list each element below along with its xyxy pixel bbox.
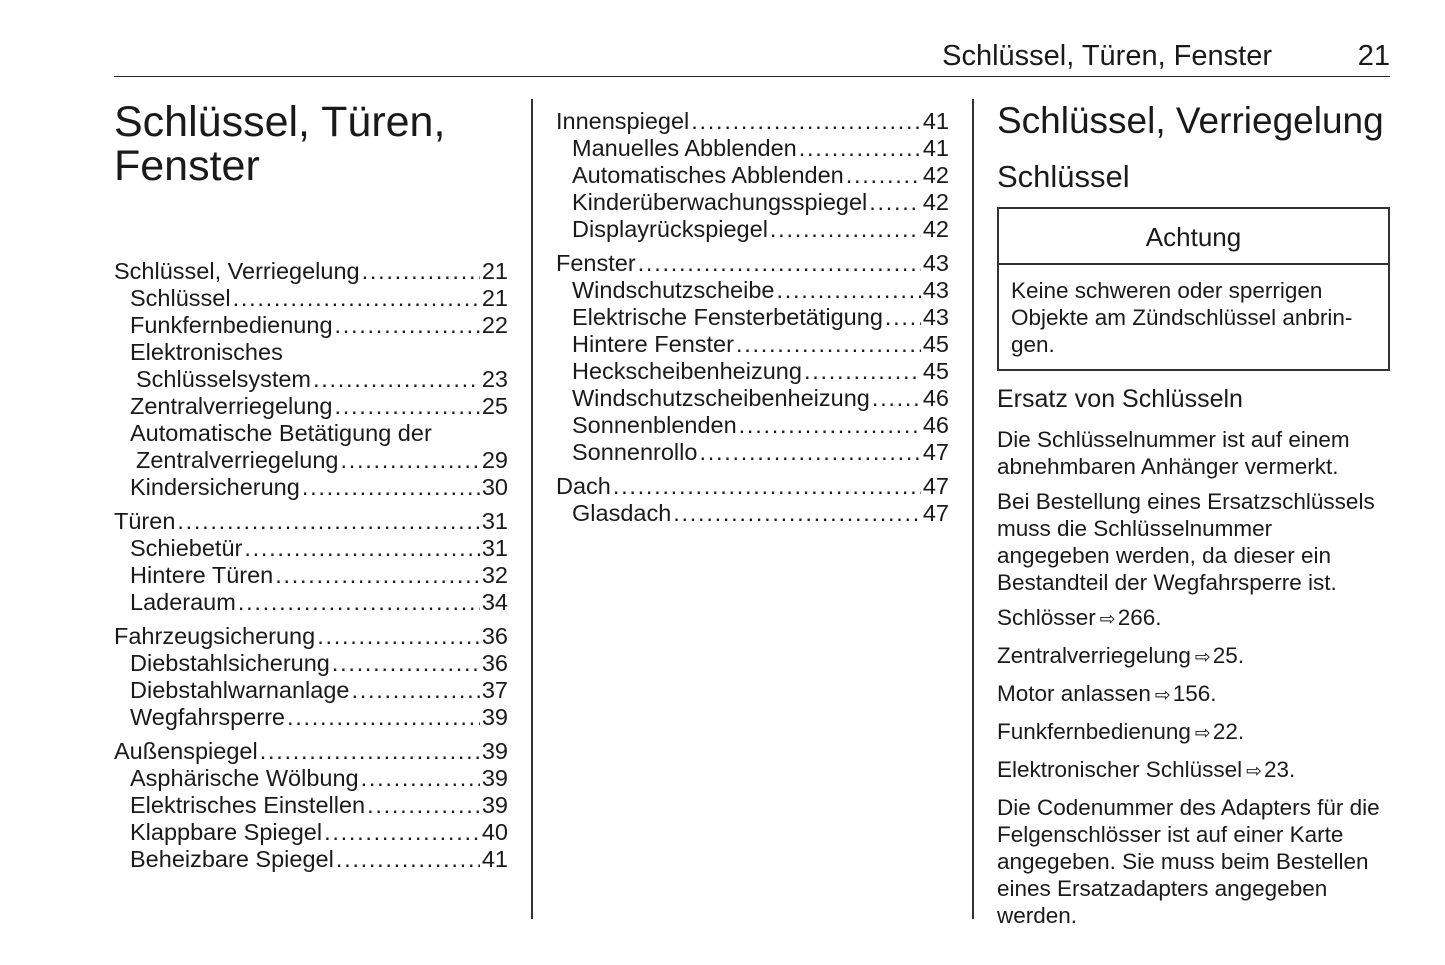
toc-entry[interactable] [114, 738, 508, 765]
dot-leader [287, 704, 480, 731]
toc-entry-label: Elektrisches Einstellen [130, 792, 366, 818]
cross-reference[interactable] [997, 718, 1390, 747]
cross-reference[interactable] [997, 680, 1390, 709]
toc-entry[interactable] [114, 819, 508, 846]
toc-entry-label: Wegfahrsperre [130, 704, 285, 730]
toc-entry[interactable] [114, 765, 508, 792]
arrow-right-icon: ⇨ [1194, 647, 1211, 668]
toc-entry-label: Beheizbare Spiegel [130, 846, 334, 872]
toc-entry-page: 21 [481, 285, 508, 311]
toc-entry-page: 46 [922, 385, 949, 411]
page-header [114, 38, 1390, 77]
dot-leader [699, 439, 920, 466]
toc-entry-page: 36 [481, 623, 508, 649]
toc-entry-label: Kindersicherung [130, 474, 300, 500]
dot-leader [334, 393, 479, 420]
dot-leader [613, 473, 921, 500]
toc-entry-label: Kinderüberwachungsspiegel [572, 189, 868, 215]
toc-entry-label: Glasdach [572, 500, 672, 526]
toc-entry-page: 43 [922, 277, 949, 303]
toc-entry-label: Automatisches Abblenden [572, 162, 844, 188]
toc-entry-label: Hintere Türen [130, 562, 274, 588]
toc-entry-page: 23 [481, 366, 508, 392]
toc-entry-page: 47 [922, 500, 949, 526]
toc-entry-page: 30 [481, 474, 508, 500]
toc-entry-page: 47 [922, 439, 949, 465]
toc-entry-label: Schlüssel, Verriegelung [114, 258, 360, 284]
toc-entry[interactable] [114, 792, 508, 819]
column-divider [972, 99, 974, 919]
dot-leader [332, 650, 480, 677]
toc-entry-page: 41 [922, 135, 949, 161]
toc-entry[interactable] [114, 420, 508, 447]
warning-text: Keine schweren oder sperrigen Objekte am Zündschlüssel anbringen. [1011, 278, 1353, 357]
reference-text: Funkfernbedienung [997, 719, 1191, 744]
toc-entry[interactable] [556, 216, 949, 243]
paragraph: Bei Bestellung eines Ersatzschlüssels muss die Schlüsselnummer angegeben werden, da dieser ein Bestandteil der Wegfahrsperre ist. [997, 489, 1375, 595]
toc-entry[interactable] [114, 447, 508, 474]
toc-entry-label: Asphärische Wölbung [130, 765, 359, 791]
dot-leader [770, 216, 921, 243]
toc-entry-page: 39 [481, 704, 508, 730]
reference-page: 156. [1172, 681, 1217, 706]
toc-entry[interactable] [114, 508, 508, 535]
arrow-right-icon: ⇨ [1246, 761, 1263, 782]
page-number: 21 [1357, 40, 1390, 72]
dot-leader [804, 358, 921, 385]
dot-leader [233, 285, 480, 312]
toc-entry[interactable] [556, 304, 949, 331]
dot-leader [313, 366, 480, 393]
dot-leader [362, 258, 480, 285]
toc-entry[interactable] [556, 135, 949, 162]
toc-entry-page: 41 [481, 846, 508, 872]
dot-leader [324, 819, 480, 846]
cross-references [997, 604, 1390, 785]
toc-entry-page: 36 [481, 650, 508, 676]
toc-entry-page: 21 [481, 258, 508, 284]
toc-entry-page: 47 [922, 473, 949, 499]
toc-entry-label: Schiebetür [130, 535, 243, 561]
chapter-title: Schlüssel, Türen, Fenster [114, 98, 446, 190]
column-divider [531, 99, 533, 919]
reference-text: Motor anlassen [997, 681, 1151, 706]
toc-entry-page: 39 [481, 765, 508, 791]
paragraph: Die Schlüsselnummer ist auf einem abnehmbaren Anhänger vermerkt. [997, 427, 1350, 479]
arrow-right-icon: ⇨ [1154, 685, 1171, 706]
toc-entry[interactable] [556, 189, 949, 216]
toc-entry-page: 34 [481, 589, 508, 615]
arrow-right-icon: ⇨ [1099, 609, 1116, 630]
toc-entry-label: Elektronisches [130, 339, 283, 365]
dot-leader [776, 277, 920, 304]
dot-leader [351, 677, 479, 704]
content-column [997, 99, 1390, 937]
dot-leader [244, 535, 480, 562]
toc-entry-page: 31 [481, 508, 508, 534]
toc-entry-label: Zentralverriegelung [130, 393, 333, 419]
toc-entry[interactable] [114, 258, 508, 285]
toc-entry[interactable] [114, 677, 508, 704]
toc-entry-label: Hintere Fenster [572, 331, 734, 357]
section-title: Schlüssel, Verriegelung [997, 100, 1384, 141]
toc-entry[interactable] [114, 474, 508, 501]
toc-entry[interactable] [556, 277, 949, 304]
toc-entry-label: Außenspiegel [114, 738, 258, 764]
toc-entry-label: Innenspiegel [556, 108, 690, 134]
toc-entry[interactable] [114, 535, 508, 562]
toc-entry-page: 46 [922, 412, 949, 438]
toc-entry-label: Fenster [556, 250, 636, 276]
toc-entry-page: 25 [481, 393, 508, 419]
toc-entry-page: 22 [481, 312, 508, 338]
toc-entry[interactable] [556, 439, 949, 466]
dot-leader [177, 508, 479, 535]
toc-entry[interactable] [556, 162, 949, 189]
toc-entry-page: 31 [481, 535, 508, 561]
cross-reference[interactable] [997, 756, 1390, 785]
reference-text: Zentralverriegelung [997, 643, 1191, 668]
dot-leader [638, 250, 921, 277]
toc-entry-page: 42 [922, 189, 949, 215]
toc-entry[interactable] [114, 285, 508, 312]
toc-entry-label: Diebstahlsicherung [130, 650, 330, 676]
toc-entry[interactable] [556, 358, 949, 385]
toc-entry-page: 43 [922, 250, 949, 276]
dot-leader [238, 589, 480, 616]
reference-text: Schlösser [997, 605, 1096, 630]
reference-page: 23. [1264, 757, 1296, 782]
toc-entry[interactable] [114, 650, 508, 677]
header-title: Schlüssel, Türen, Fenster [942, 40, 1272, 72]
toc-entry-label: Fahrzeugsicherung [114, 623, 316, 649]
toc-entry-page: 39 [481, 738, 508, 764]
toc-entry-label: Automatische Betätigung der [130, 420, 432, 446]
cross-reference[interactable] [997, 604, 1390, 633]
subheading: Ersatz von Schlüsseln [997, 385, 1243, 413]
toc-entry-label: Heckscheibenheizung [572, 358, 802, 384]
toc-entry-page: 32 [481, 562, 508, 588]
warning-title: Achtung [999, 209, 1388, 265]
toc-entry[interactable] [556, 412, 949, 439]
toc-entry-label: Türen [114, 508, 176, 534]
dot-leader [302, 474, 480, 501]
toc-entry-page: 39 [481, 792, 508, 818]
toc-entry-page: 41 [922, 108, 949, 134]
toc-entry-page: 29 [481, 447, 508, 473]
toc-entry[interactable] [114, 366, 508, 393]
dot-leader [367, 792, 480, 819]
toc-entry-label: Sonnenblenden [572, 412, 737, 438]
dot-leader [799, 135, 921, 162]
toc-entry[interactable] [114, 846, 508, 873]
dot-leader [736, 331, 921, 358]
toc-entry-label: Windschutzscheibenheizung [572, 385, 870, 411]
toc-entry-page: 45 [922, 358, 949, 384]
toc-entry[interactable] [556, 500, 949, 527]
cross-reference[interactable] [997, 642, 1390, 671]
dot-leader [691, 108, 921, 135]
toc-entry-page: 40 [481, 819, 508, 845]
paragraph: Die Codenummer des Adapters für die Felgenschlösser ist auf einer Karte angegeben. Sie muss beim Bestellen eines Ersatzadapters angegeben werden. [997, 795, 1380, 928]
toc-entry-page: 45 [922, 331, 949, 357]
dot-leader [335, 312, 480, 339]
dot-leader [340, 447, 479, 474]
dot-leader [869, 189, 921, 216]
reference-page: 22. [1212, 719, 1245, 744]
dot-leader [885, 304, 921, 331]
toc-entry-label: Laderaum [130, 589, 236, 615]
toc-entry[interactable] [114, 312, 508, 339]
toc-entry[interactable] [114, 704, 508, 731]
toc-entry-label: Klappbare Spiegel [130, 819, 323, 845]
toc-entry[interactable] [114, 562, 508, 589]
toc-entry-page: 42 [922, 216, 949, 242]
toc-entry[interactable] [556, 108, 949, 135]
dot-leader [846, 162, 921, 189]
toc-entry-label: Elektrische Fensterbetätigung [572, 304, 883, 330]
toc-entry-label: Schlüssel [130, 285, 231, 311]
dot-leader [275, 562, 480, 589]
toc-entry-page: 43 [922, 304, 949, 330]
toc-entry-label: Zentralverriegelung [136, 447, 339, 473]
toc-entry-label: Windschutzscheibe [572, 277, 775, 303]
dot-leader [317, 623, 480, 650]
toc-entry[interactable] [556, 331, 949, 358]
warning-box [997, 207, 1390, 371]
reference-page: 25. [1212, 643, 1245, 668]
dot-leader [872, 385, 921, 412]
toc-entry[interactable] [556, 385, 949, 412]
dot-leader [260, 738, 480, 765]
toc-entry-label: Diebstahlwarnanlage [130, 677, 350, 703]
toc-entry-label: Manuelles Abblenden [572, 135, 797, 161]
toc-entry-label: Sonnenrollo [572, 439, 698, 465]
subsection-title: Schlüssel [997, 159, 1130, 194]
reference-text: Elektronischer Schlüssel [997, 757, 1243, 782]
toc-entry-label: Schlüsselsystem [136, 366, 311, 392]
toc-entry-label: Funkfernbedienung [130, 312, 333, 338]
toc-entry-page: 37 [481, 677, 508, 703]
toc-middle-column [556, 108, 949, 527]
dot-leader [673, 500, 921, 527]
toc-entry[interactable] [114, 393, 508, 420]
toc-entry[interactable] [114, 339, 508, 366]
arrow-right-icon: ⇨ [1194, 723, 1211, 744]
toc-entry[interactable] [114, 623, 508, 650]
dot-leader [739, 412, 921, 439]
toc-entry[interactable] [556, 473, 949, 500]
dot-leader [336, 846, 480, 873]
toc-entry-label: Displayrückspiegel [572, 216, 768, 242]
toc-entry[interactable] [114, 589, 508, 616]
toc-entry[interactable] [556, 250, 949, 277]
toc-entry-label: Dach [556, 473, 611, 499]
toc-entry-page: 42 [922, 162, 949, 188]
toc-left-column [114, 258, 508, 873]
dot-leader [361, 765, 480, 792]
reference-page: 266. [1117, 605, 1162, 630]
